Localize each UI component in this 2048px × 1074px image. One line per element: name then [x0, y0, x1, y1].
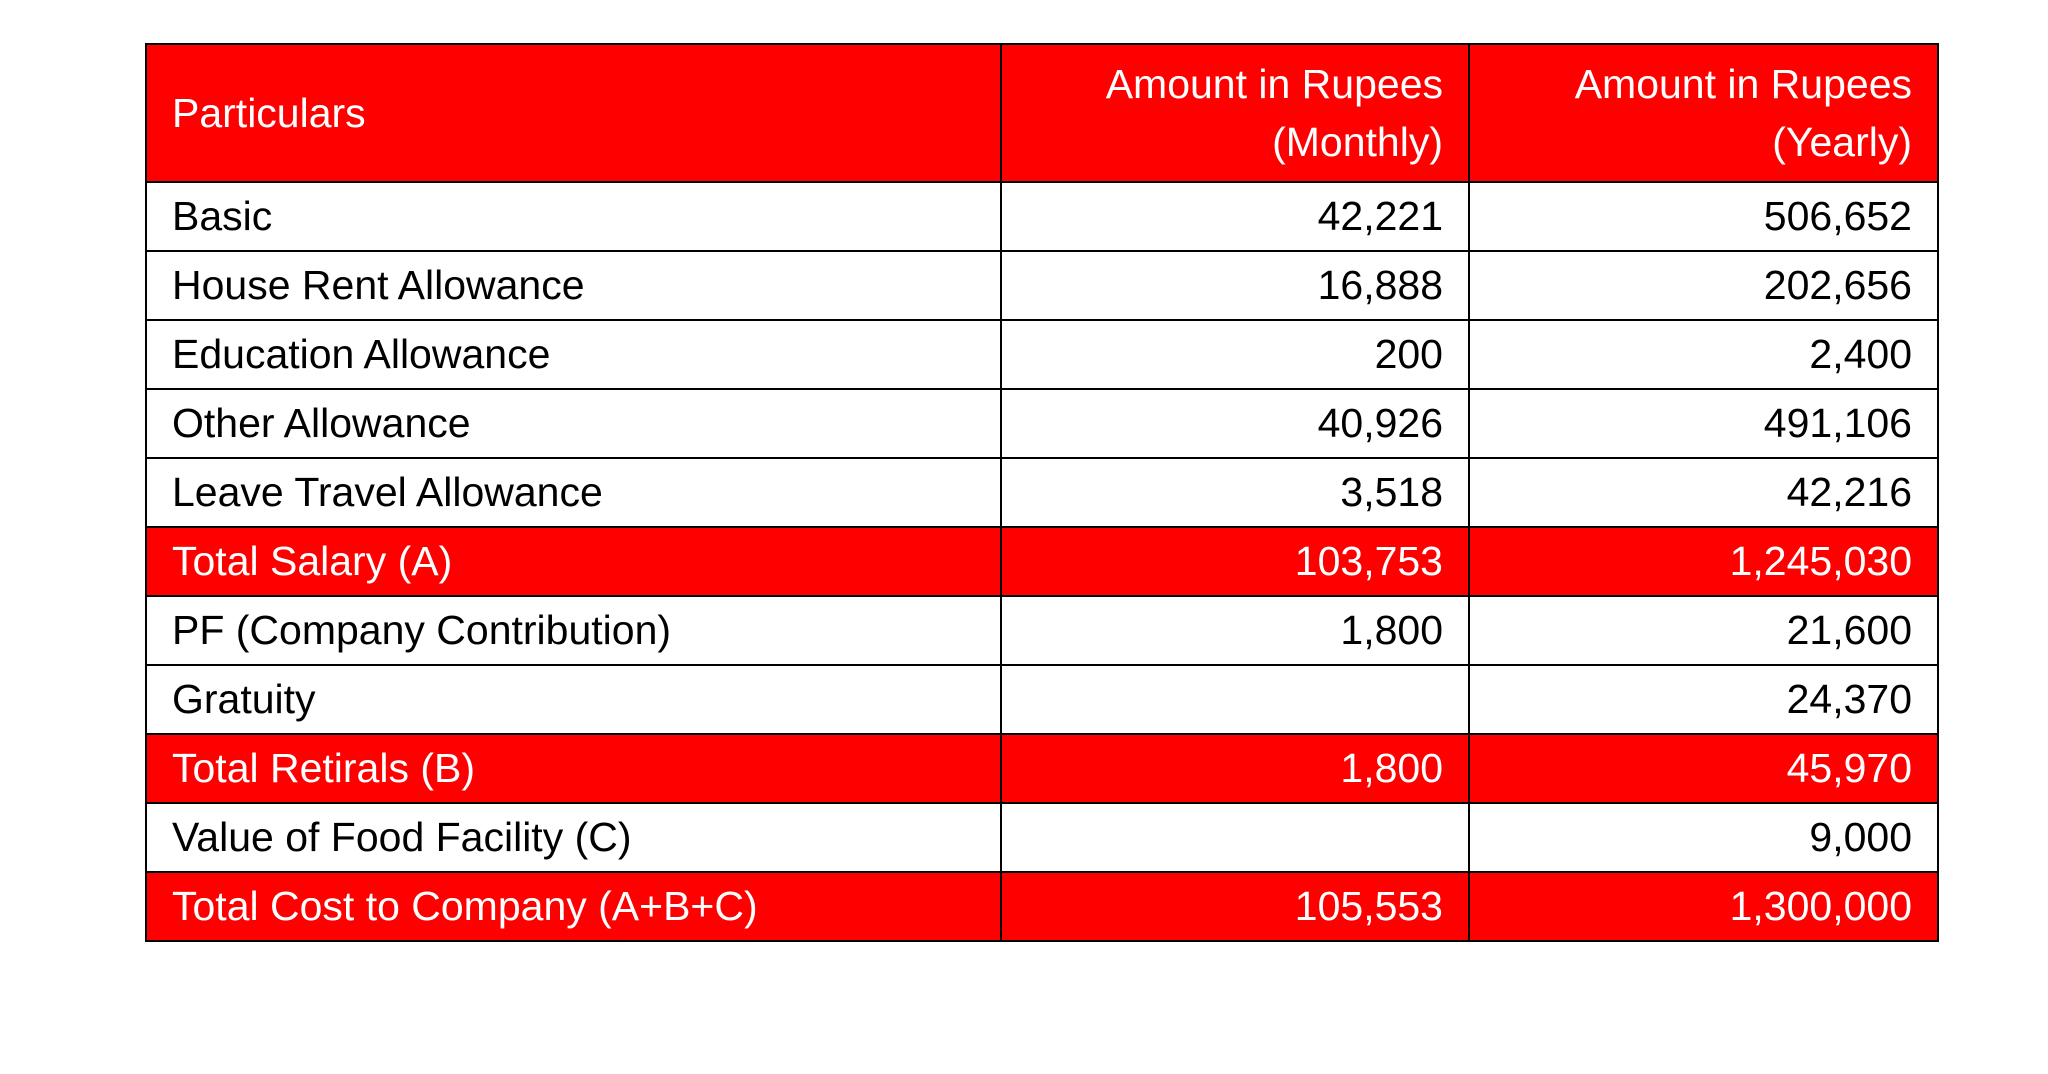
- row-label: Total Retirals (B): [146, 734, 1001, 803]
- row-yearly-value: 9,000: [1469, 803, 1938, 872]
- row-monthly-value: 105,553: [1001, 872, 1469, 941]
- salary-breakup-table: [145, 43, 1939, 942]
- row-total-cost-to-company: [146, 872, 1938, 941]
- header-monthly-line1: Amount in Rupees: [1105, 61, 1443, 107]
- row-yearly-value: 1,245,030: [1469, 527, 1938, 596]
- header-yearly-line2: (Yearly): [1772, 119, 1912, 165]
- row-label: Education Allowance: [146, 320, 1001, 389]
- row-label: House Rent Allowance: [146, 251, 1001, 320]
- row-total-retirals: [146, 734, 1938, 803]
- header-particulars: Particulars: [146, 44, 1001, 182]
- row-monthly-value: 42,221: [1001, 182, 1469, 251]
- row-yearly-value: 506,652: [1469, 182, 1938, 251]
- row-other-allowance: [146, 389, 1938, 458]
- row-leave-travel-allowance: [146, 458, 1938, 527]
- header-monthly-amount: [1001, 44, 1469, 182]
- row-monthly-value: 200: [1001, 320, 1469, 389]
- row-monthly-value: 3,518: [1001, 458, 1469, 527]
- row-total-salary: [146, 527, 1938, 596]
- header-yearly-line1: Amount in Rupees: [1574, 61, 1912, 107]
- row-house-rent-allowance: [146, 251, 1938, 320]
- row-yearly-value: 491,106: [1469, 389, 1938, 458]
- row-monthly-value: 1,800: [1001, 596, 1469, 665]
- row-label: Gratuity: [146, 665, 1001, 734]
- row-yearly-value: 202,656: [1469, 251, 1938, 320]
- row-monthly-value: 1,800: [1001, 734, 1469, 803]
- row-yearly-value: 2,400: [1469, 320, 1938, 389]
- header-yearly-amount: [1469, 44, 1938, 182]
- row-monthly-value: 40,926: [1001, 389, 1469, 458]
- row-value-of-food-facility: [146, 803, 1938, 872]
- row-gratuity: [146, 665, 1938, 734]
- header-monthly-line2: (Monthly): [1272, 119, 1443, 165]
- row-label: Total Cost to Company (A+B+C): [146, 872, 1001, 941]
- header-row: [146, 44, 1938, 182]
- row-label: PF (Company Contribution): [146, 596, 1001, 665]
- table-header: [146, 44, 1938, 182]
- row-yearly-value: 42,216: [1469, 458, 1938, 527]
- row-yearly-value: 24,370: [1469, 665, 1938, 734]
- row-monthly-value: 16,888: [1001, 251, 1469, 320]
- row-yearly-value: 21,600: [1469, 596, 1938, 665]
- table-body: [146, 182, 1938, 941]
- row-pf-company-contribution: [146, 596, 1938, 665]
- row-label: Value of Food Facility (C): [146, 803, 1001, 872]
- row-monthly-value: 103,753: [1001, 527, 1469, 596]
- row-label: Leave Travel Allowance: [146, 458, 1001, 527]
- row-basic: [146, 182, 1938, 251]
- row-education-allowance: [146, 320, 1938, 389]
- row-monthly-value: [1001, 665, 1469, 734]
- row-label: Basic: [146, 182, 1001, 251]
- row-label: Other Allowance: [146, 389, 1001, 458]
- row-yearly-value: 1,300,000: [1469, 872, 1938, 941]
- row-monthly-value: [1001, 803, 1469, 872]
- row-yearly-value: 45,970: [1469, 734, 1938, 803]
- row-label: Total Salary (A): [146, 527, 1001, 596]
